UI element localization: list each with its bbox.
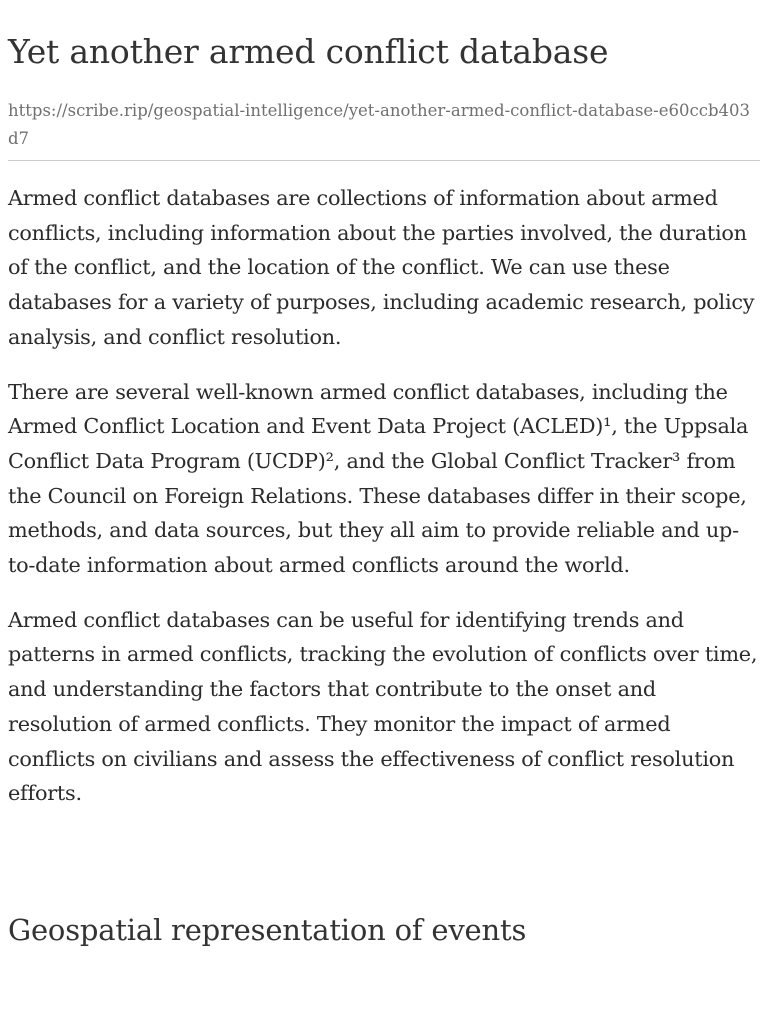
divider [8, 160, 760, 161]
section-heading: Geospatial representation of events [8, 913, 527, 947]
article-title: Yet another armed conflict database [8, 32, 609, 71]
article-body [8, 181, 760, 831]
paragraph-intro: Armed conflict databases are collections of information about armed conflicts, including information about the parties involved, the duration of the conflict, and the location of the conflict. We can use these databases for a variety of purposes, including academic research, policy analysis, and conflict resolution. [8, 186, 755, 349]
paragraph-known-databases: There are several well-known armed conflict databases, including the Armed Conflict Location and Event Data Project (ACLED)¹, the Uppsala Conflict Data Program (UCDP)², and the Global Conflict Tracker³ from the Council on Foreign Relations. These databases differ in their scope, methods, and data sources, but they all aim to provide reliable and up-to-date information about armed conflicts around the world. [8, 379, 749, 578]
article-source-url[interactable]: https://scribe.rip/geospatial-intelligence/yet-another-armed-conflict-database-e60ccb403d7 [8, 101, 751, 148]
paragraph-usefulness: Armed conflict databases can be useful for identifying trends and patterns in armed conflicts, tracking the evolution of conflicts over time, and understanding the factors that contribute to the onset and resolution of armed conflicts. They monitor the impact of armed conflicts on civilians and assess the effectiveness of conflict resolution efforts. [8, 607, 758, 806]
